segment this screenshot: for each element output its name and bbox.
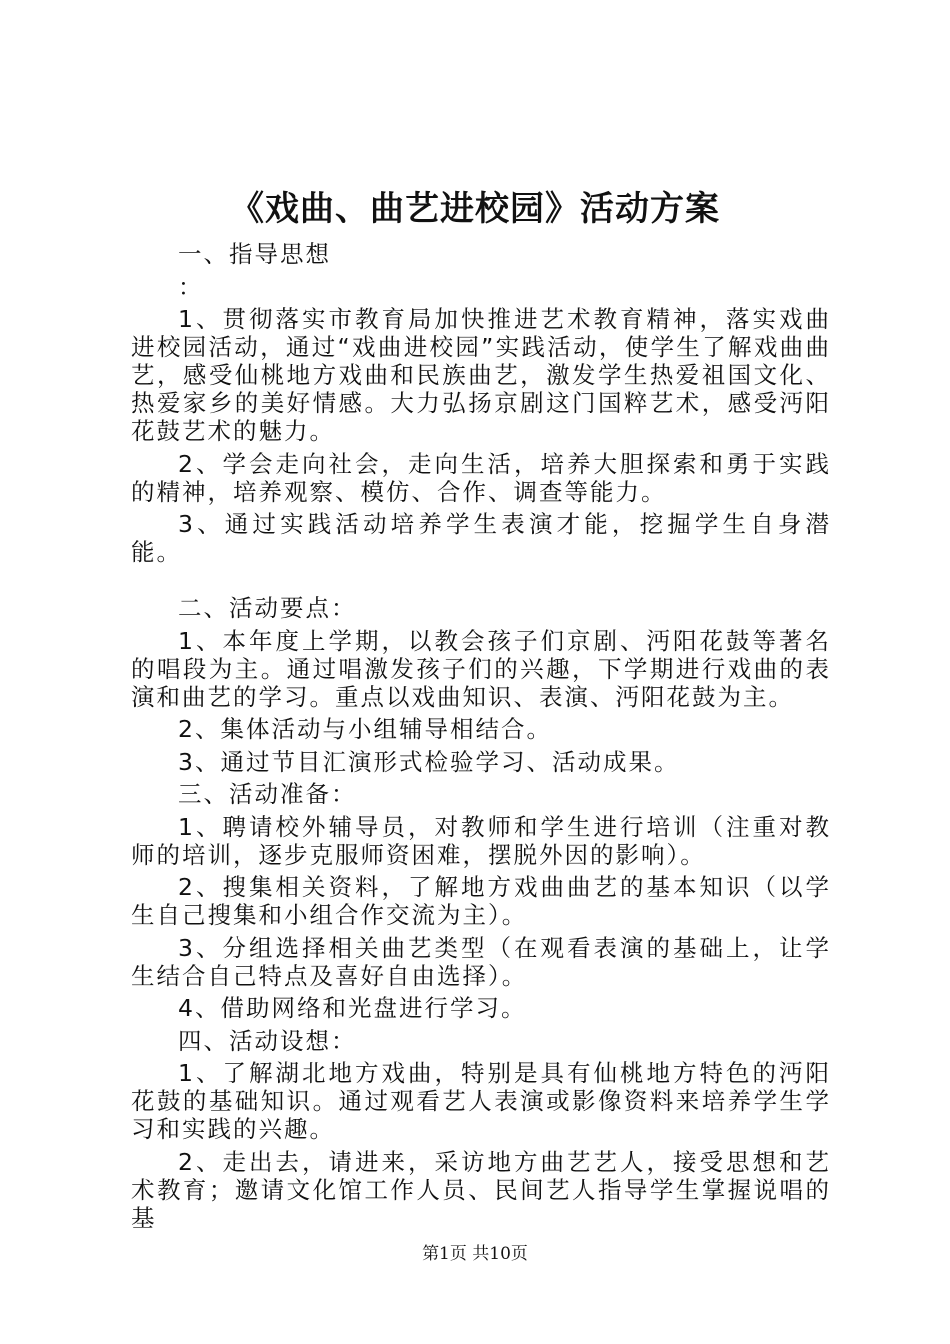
section-heading-activity-plan: 四、活动设想： xyxy=(178,1026,357,1055)
paragraph: 2、学会走向社会，走向生活，培养大胆探索和勇于实践的精神，培养观察、模仿、合作、调查等能力。 xyxy=(131,449,831,506)
document-title: 《戏曲、曲艺进校园》活动方案 xyxy=(230,189,720,229)
section-heading-guiding-ideology: 一、指导思想 xyxy=(178,240,331,268)
paragraph: 2、集体活动与小组辅导相结合。 xyxy=(178,715,552,743)
document-body xyxy=(131,240,831,1236)
page-number-footer: 第1页 共10页 xyxy=(422,1244,528,1264)
paragraph: 1、聘请校外辅导员，对教师和学生进行培训（注重对教师的培训，逐步克服师资困难，摆脱外因的影响）。 xyxy=(131,812,831,869)
section-heading-activity-preparation: 三、活动准备： xyxy=(178,780,357,808)
paragraph: 2、走出去，请进来，采访地方曲艺艺人，接受思想和艺术教育；邀请文化馆工作人员、民间艺人指导学生掌握说唱的基 xyxy=(131,1147,831,1232)
paragraph: 1、本年度上学期，以教会孩子们京剧、沔阳花鼓等著名的唱段为主。通过唱激发孩子们的兴趣，下学期进行戏曲的表演和曲艺的学习。重点以戏曲知识、表演、沔阳花鼓为主。 xyxy=(131,626,831,711)
paragraph: 1、了解湖北地方戏曲，特别是具有仙桃地方特色的沔阳花鼓的基础知识。通过观看艺人表演或影像资料来培养学生学习和实践的兴趣。 xyxy=(131,1059,831,1143)
section-heading-activity-points: 二、活动要点： xyxy=(178,594,357,622)
paragraph: 2、搜集相关资料，了解地方戏曲曲艺的基本知识（以学生自己搜集和小组合作交流为主）。 xyxy=(131,873,831,929)
colon-line: ： xyxy=(178,272,204,301)
paragraph: 4、借助网络和光盘进行学习。 xyxy=(178,994,527,1022)
paragraph: 3、通过节目汇演形式检验学习、活动成果。 xyxy=(178,747,680,776)
paragraph: 3、分组选择相关曲艺类型（在观看表演的基础上，让学生结合自己特点及喜好自由选择）。 xyxy=(131,933,831,990)
paragraph: 1、贯彻落实市教育局加快推进艺术教育精神，落实戏曲进校园活动，通过“戏曲进校园”实践活动，使学生了解戏曲曲艺，感受仙桃地方戏曲和民族曲艺，激发学生热爱祖国文化、热爱家乡的美好情感。大力弘扬京剧这门国粹艺术，感受沔阳花鼓艺术的魅力。 xyxy=(131,305,831,445)
paragraph: 3、通过实践活动培养学生表演才能，挖掘学生自身潜能。 xyxy=(131,510,831,566)
